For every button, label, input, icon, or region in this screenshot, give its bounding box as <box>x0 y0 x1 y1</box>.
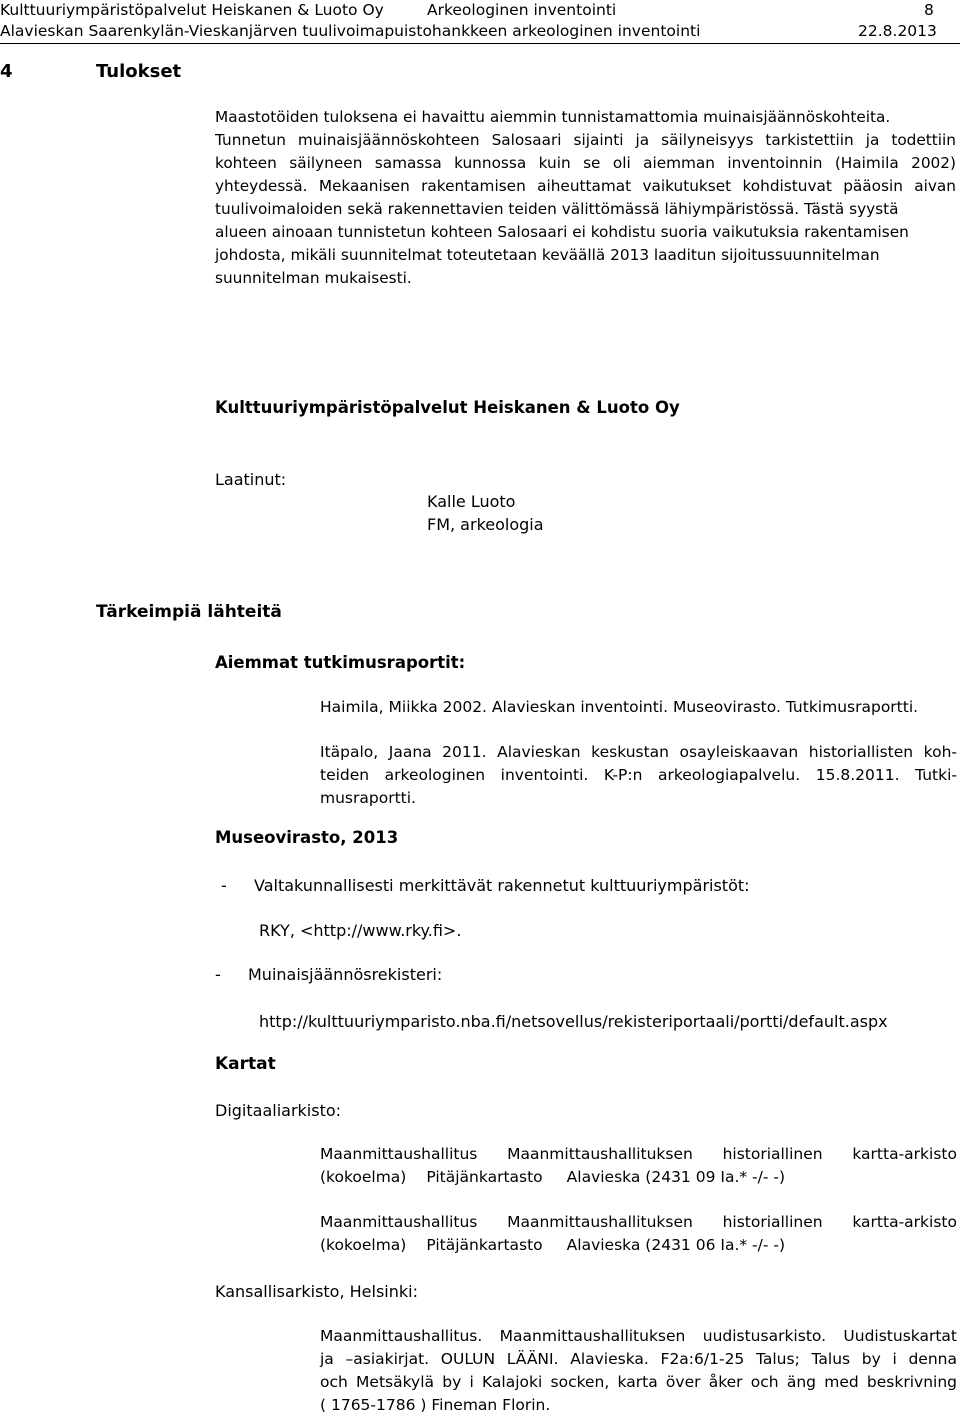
map-archive-name: kartta-arkisto <box>852 1213 957 1231</box>
map-sheet: Alavieska (2431 06 Ia.* -/- -) <box>566 1236 786 1254</box>
results-paragraph <box>215 106 956 290</box>
map-agency: Maanmittaushallitus <box>320 1213 478 1231</box>
museovirasto-heading: Museovirasto, 2013 <box>215 828 399 847</box>
paragraph-line: Maastotöiden tuloksena ei havaittu aiemmin tunnistamattomia muinaisjäännöskohteita. <box>215 108 891 126</box>
national-archive-entry <box>320 1325 957 1417</box>
archive-line: och Metsäkylä by i Kalajoki socken, karta över åker och äng med beskrivning <box>320 1373 957 1391</box>
author-title: FM, arkeologia <box>427 515 544 534</box>
prepared-label: Laatinut: <box>215 470 287 489</box>
digital-archive-label: Digitaaliarkisto: <box>215 1101 342 1120</box>
header-project: Alavieskan Saarenkylän-Vieskanjärven tuulivoimapuistohankkeen arkeologinen inventointi <box>0 22 701 40</box>
map-entry-line <box>320 1143 957 1166</box>
archive-line: ( 1765-1786 ) Fineman Florin. <box>320 1396 551 1414</box>
paragraph-line: suunnitelman mukaisesti. <box>215 269 412 287</box>
map-archive-word: historiallinen <box>722 1145 823 1163</box>
map-archive-word: historiallinen <box>722 1213 823 1231</box>
header-doc-type: Arkeologinen inventointi <box>427 1 617 19</box>
section-title: Tulokset <box>96 61 182 82</box>
archive-line: Maanmittaushallitus. Maanmittaushallituksen uudistusarkisto. Uudistuskartat <box>320 1327 957 1345</box>
header-divider <box>0 43 960 44</box>
rky-label: Valtakunnallisesti merkittävät rakennetut kulttuuriympäristöt: <box>254 876 750 895</box>
signature-company: Kulttuuriympäristöpalvelut Heiskanen & Luoto Oy <box>215 398 680 417</box>
reference-line: musraportti. <box>320 789 416 807</box>
author-name: Kalle Luoto <box>427 492 516 511</box>
sources-heading: Tärkeimpiä lähteitä <box>96 602 282 622</box>
section-number: 4 <box>0 61 13 82</box>
map-entry-line <box>320 1166 957 1189</box>
paragraph-line: yhteydessä. Mekaanisen rakentamisen aiheuttamat vaikutukset kohdistuvat pääosin aivan <box>215 177 956 195</box>
national-archive-label: Kansallisarkisto, Helsinki: <box>215 1282 418 1301</box>
map-entry <box>320 1211 957 1257</box>
paragraph-line: Tunnetun muinaisjäännöskohteen Salosaari sijainti ja säilyneisyys tarkistettiin ja todettiin <box>215 131 956 149</box>
reference-entry <box>320 696 957 719</box>
header-page-number: 8 <box>924 1 934 19</box>
reference-entry <box>320 741 957 810</box>
map-entry-line <box>320 1211 957 1234</box>
map-agency: Maanmittaushallitus <box>320 1145 478 1163</box>
map-agency-full: Maanmittaushallituksen <box>507 1145 693 1163</box>
list-dash: - <box>221 876 227 895</box>
paragraph-line: kohteen säilyneen samassa kunnossa kuin se oli aiemman inventoinnin (Haimila 2002) <box>215 154 956 172</box>
map-collection: (kokoelma) <box>320 1236 407 1254</box>
map-series: Pitäjänkartasto <box>426 1236 543 1254</box>
paragraph-line: alueen ainoaan tunnistetun kohteen Salosaari ei kohdistu suoria vaikutuksia rakentamisen <box>215 223 909 241</box>
rky-link[interactable]: RKY, <http://www.rky.fi>. <box>259 921 462 940</box>
reference-line: Itäpalo, Jaana 2011. Alavieskan keskustan osayleiskaavan historiallisten koh- <box>320 743 957 761</box>
map-entry <box>320 1143 957 1189</box>
map-series: Pitäjänkartasto <box>426 1168 543 1186</box>
map-collection: (kokoelma) <box>320 1168 407 1186</box>
map-agency-full: Maanmittaushallituksen <box>507 1213 693 1231</box>
reference-line: teiden arkeologinen inventointi. K-P:n arkeologiapalvelu. 15.8.2011. Tutki- <box>320 766 957 784</box>
map-sheet: Alavieska (2431 09 Ia.* -/- -) <box>566 1168 786 1186</box>
header-company: Kulttuuriympäristöpalvelut Heiskanen & Luoto Oy <box>0 1 384 19</box>
archive-line: ja –asiakirjat. OULUN LÄÄNI. Alavieska. F2a:6/1-25 Talus; Talus by i denna <box>320 1350 957 1368</box>
paragraph-line: johdosta, mikäli suunnitelmat toteutetaan keväällä 2013 laaditun sijoitussuunnitelman <box>215 246 880 264</box>
reference-line: Haimila, Miikka 2002. Alavieskan inventointi. Museovirasto. Tutkimusraportti. <box>320 698 919 716</box>
list-dash: - <box>215 965 221 984</box>
maps-heading: Kartat <box>215 1054 276 1074</box>
register-link[interactable]: http://kulttuuriymparisto.nba.fi/netsovellus/rekisteriportaali/portti/default.aspx <box>259 1012 888 1031</box>
register-label: Muinaisjäännösrekisteri: <box>248 965 443 984</box>
paragraph-line: tuulivoimaloiden sekä rakennettavien teiden välittömässä lähiympäristössä. Tästä syystä <box>215 200 899 218</box>
header-date: 22.8.2013 <box>858 22 937 40</box>
previous-reports-heading: Aiemmat tutkimusraportit: <box>215 653 466 672</box>
map-entry-line <box>320 1234 957 1257</box>
map-archive-name: kartta-arkisto <box>852 1145 957 1163</box>
